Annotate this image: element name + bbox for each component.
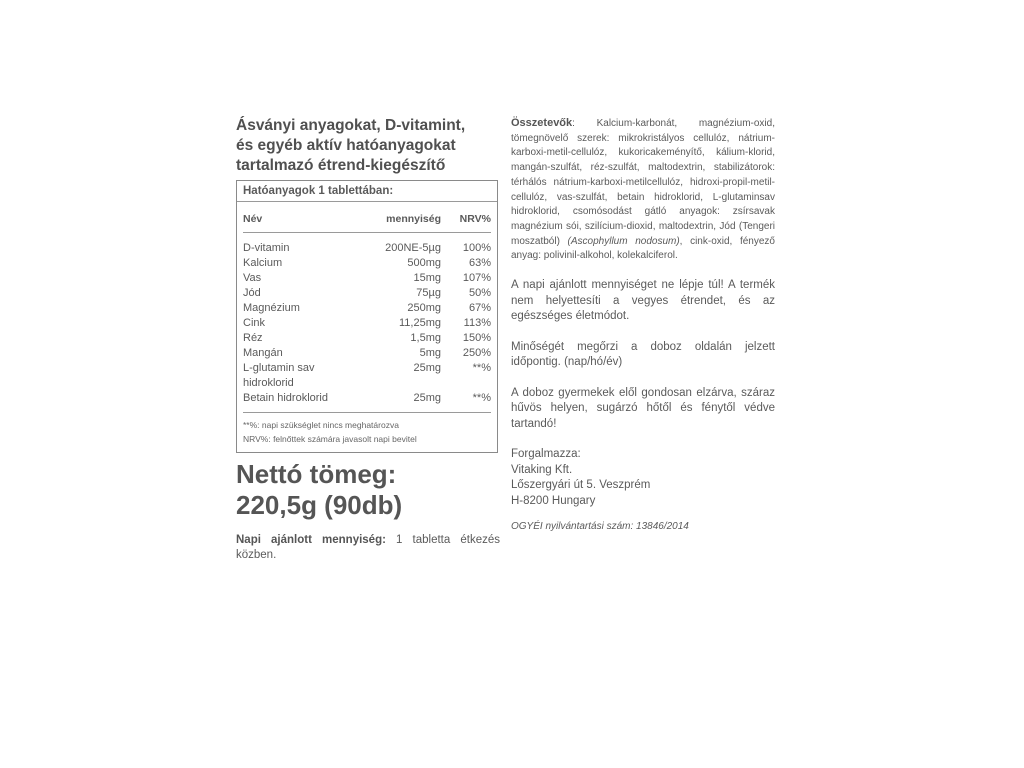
distributor-line: Vitaking Kft.: [511, 463, 573, 476]
cell-nrv: 50%: [468, 287, 491, 299]
ingredients-latin-name: (Ascophyllum nodosum): [567, 235, 680, 247]
distributor-line: Forgalmazza:: [511, 448, 581, 461]
cell-name: Mangán: [243, 347, 283, 359]
net-weight-value: 220,5g (90db): [236, 490, 403, 520]
nutrition-table: [236, 180, 498, 453]
cell-name: Réz: [243, 332, 263, 344]
table-row: [243, 286, 491, 301]
table-row: [243, 361, 491, 391]
title-line: és egyéb aktív hatóanyagokat: [236, 137, 456, 154]
cell-amount: 200NE-5µg: [385, 242, 441, 254]
ingredients: [511, 116, 775, 264]
cell-nrv: 113%: [463, 317, 491, 329]
table-row: [243, 301, 491, 316]
left-column: [236, 116, 500, 563]
cell-nrv: 107%: [462, 272, 491, 284]
distributor-line: H-8200 Hungary: [511, 494, 596, 507]
warning-storage: A doboz gyermekek elől gondosan elzárva, száraz hűvös helyen, sugárzó hőtől és fénytől védve tartandó!: [511, 386, 775, 430]
table-header-row: [243, 202, 491, 233]
cell-amount: 75µg: [416, 287, 441, 299]
table-row: [243, 241, 491, 256]
cell-nrv: 63%: [468, 257, 491, 269]
cell-amount: 15mg: [413, 272, 441, 284]
cell-amount: 500mg: [407, 257, 441, 269]
table-row: [243, 346, 491, 361]
product-title: [236, 116, 500, 176]
footnote: **%: napi szükséglet nincs meghatározva: [243, 420, 399, 430]
column-header-nrv: NRV%: [459, 213, 491, 225]
daily-dose-text: 1 tabletta étkezés közben.: [236, 534, 501, 561]
table-row: [243, 391, 491, 406]
net-weight-label: Nettó tömeg:: [236, 459, 397, 489]
daily-dose-label: Napi ajánlott mennyiség:: [236, 534, 386, 546]
distributor-line: Lőszergyári út 5. Veszprém: [511, 479, 651, 492]
cell-name: Magnézium: [243, 302, 300, 314]
cell-amount: 25mg: [413, 362, 441, 374]
table-row: [243, 331, 491, 346]
net-weight: [236, 459, 500, 521]
cell-nrv: 67%: [468, 302, 491, 314]
cell-amount: 11,25mg: [399, 317, 441, 329]
cell-name: D-vitamin: [243, 242, 290, 254]
cell-name: Cink: [243, 317, 266, 329]
column-header-amount: mennyiség: [386, 213, 441, 225]
cell-nrv: 150%: [462, 332, 491, 344]
cell-nrv: 100%: [462, 242, 491, 254]
cell-nrv: **%: [472, 362, 491, 374]
warning-dose: A napi ajánlott mennyiséget ne lépje túl! A termék nem helyettesíti a vegyes étrendet, és az egészséges életmódot.: [511, 279, 775, 323]
title-line: tartalmazó étrend-kiegészítő: [236, 157, 446, 174]
footnote: NRV%: felnőttek számára javasolt napi bevitel: [243, 434, 417, 444]
daily-dose: [236, 533, 500, 563]
table-row: [243, 256, 491, 271]
distributor-block: [511, 447, 775, 509]
table-body: [243, 241, 491, 406]
table-heading: Hatóanyagok 1 tablettában:: [237, 185, 497, 202]
right-column: [511, 116, 775, 532]
table-row: [243, 316, 491, 331]
warning-best-before: Minőségét megőrzi a doboz oldalán jelzett időpontig. (nap/hó/év): [511, 340, 775, 369]
cell-name: Vas: [243, 272, 262, 284]
ingredients-text-end: , cink-oxid, fényező anyag: polivinil-alkohol, kolekalciferol.: [511, 235, 775, 262]
title-line: Ásványi anyagokat, D-vitamint,: [236, 117, 466, 134]
cell-name: Betain hidroklorid: [243, 392, 328, 404]
ingredients-label: Összetevők: [511, 117, 573, 129]
ingredients-text: : Kalcium-karbonát, magnézium-oxid, tömegnövelő szerek: mikrokristályos cellulóz, nátrium-karboxi-metil-cellulóz, kukoricakeményítő, kálium-klorid, mangán-szulfát, réz-szulfát, maltodextrin, stabilizátorok: térhálós nátrium-karboxi-metilcellulóz, hidroxi-propil-metil-cellulóz, vas-szulfát, betain hidroklorid, L-glutaminsav hidroklorid, csomósodást gátló anyagok: zsírsavak magnézium sói, szilícium-dioxid, maltodextrin, Jód (Tengeri moszatból): [511, 118, 775, 247]
cell-name: Jód: [243, 287, 261, 299]
registration-number: OGYÉI nyilvántartási szám: 13846/2014: [511, 521, 689, 533]
column-header-name: Név: [243, 213, 263, 225]
table-notes: [243, 412, 491, 446]
table-row: [243, 271, 491, 286]
cell-amount: 1,5mg: [410, 332, 441, 344]
cell-nrv: **%: [472, 392, 491, 404]
cell-amount: 5mg: [419, 347, 441, 359]
cell-amount: 250mg: [407, 302, 441, 314]
cell-nrv: 250%: [462, 347, 491, 359]
cell-name: Kalcium: [243, 257, 283, 269]
cell-name: L-glutamin sav hidroklorid: [243, 362, 315, 389]
cell-amount: 25mg: [413, 392, 441, 404]
